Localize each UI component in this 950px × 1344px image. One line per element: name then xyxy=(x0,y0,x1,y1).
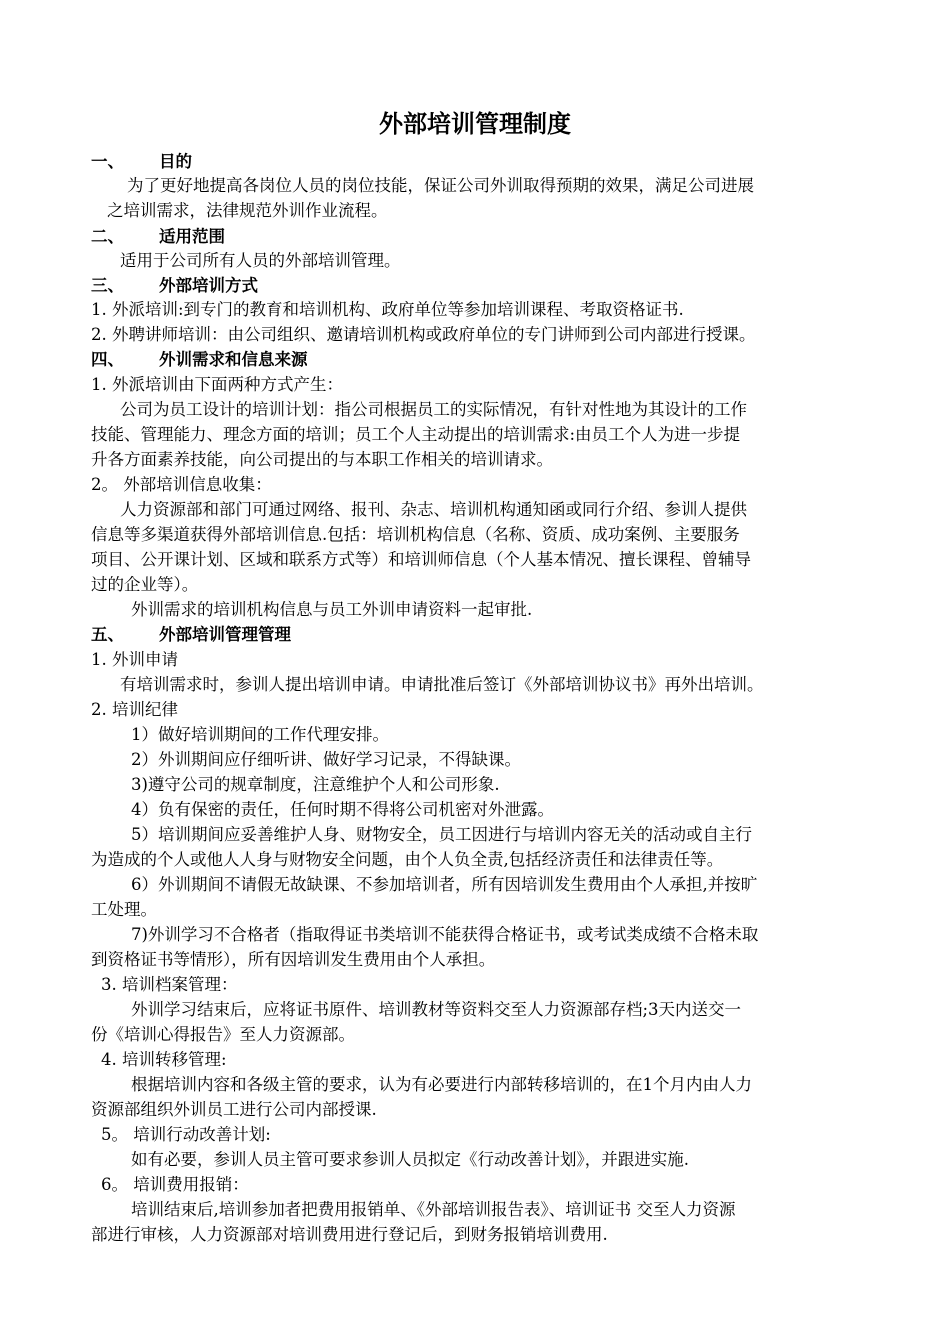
document-title: 外部培训管理制度 xyxy=(379,110,571,138)
paragraph-line: 如有必要，参训人员主管可要求参训人员拟定《行动改善计划》，并跟进实施. xyxy=(131,1150,689,1169)
paragraph-line: 适用于公司所有人员的外部培训管理。 xyxy=(120,251,401,270)
sub-list-item: 3)遵守公司的规章制度，注意维护个人和公司形象. xyxy=(131,775,500,794)
list-item: 2。 外部培训信息收集： xyxy=(91,475,272,494)
paragraph-line: 外训需求的培训机构信息与员工外训申请资料一起审批. xyxy=(131,600,533,619)
sub-list-item: 7)外训学习不合格者（指取得证书类培训不能获得合格证书，或考试类成绩不合格未取 xyxy=(131,925,759,944)
section-title: 外部培训管理管理 xyxy=(159,625,291,644)
list-item: 5。 培训行动改善计划: xyxy=(101,1125,271,1144)
section-heading-management xyxy=(91,623,291,647)
section-number: 四、 xyxy=(91,350,124,369)
list-item: 2. 培训纪律 xyxy=(91,700,178,719)
paragraph-line: 部进行审核，人力资源部对培训费用进行登记后，到财务报销培训费用. xyxy=(91,1225,608,1244)
section-title: 适用范围 xyxy=(159,227,225,246)
section-heading-sources xyxy=(91,348,308,372)
section-number: 五、 xyxy=(91,625,124,644)
paragraph-line: 人力资源部和部门可通过网络、报刊、杂志、培训机构通知函或同行介绍、参训人提供 xyxy=(120,500,747,519)
list-item: 2. 外聘讲师培训：由公司组织、邀请培训机构或政府单位的专门讲师到公司内部进行授课。 xyxy=(91,325,756,344)
list-item: 3. 培训档案管理： xyxy=(101,975,238,994)
section-heading-methods xyxy=(91,274,258,298)
paragraph-line: 工处理。 xyxy=(91,900,157,919)
list-item: 1. 外派培训由下面两种方式产生： xyxy=(91,375,343,394)
section-title: 外训需求和信息来源 xyxy=(159,350,308,369)
sub-list-item: 4）负有保密的责任，任何时期不得将公司机密对外泄露。 xyxy=(131,800,554,819)
paragraph-line: 培训结束后,培训参加者把费用报销单、《外部培训报告表》、培训证书 交至人力资源 xyxy=(131,1200,736,1219)
paragraph-line: 外训学习结束后，应将证书原件、培训教材等资料交至人力资源部存档;3天内送交一 xyxy=(131,1000,742,1019)
paragraph-line: 信息等多渠道获得外部培训信息.包括：培训机构信息（名称、资质、成功案例、主要服务 xyxy=(91,525,740,544)
section-number: 二、 xyxy=(91,227,124,246)
paragraph-line: 公司为员工设计的培训计划：指公司根据员工的实际情况，有针对性地为其设计的工作 xyxy=(120,400,747,419)
paragraph-line: 过的企业等）。 xyxy=(91,575,199,594)
paragraph-line: 有培训需求时，参训人提出培训申请。申请批准后签订《外部培训协议书》再外出培训。 xyxy=(120,675,764,694)
list-item: 4. 培训转移管理: xyxy=(101,1050,227,1069)
section-number: 一、 xyxy=(91,152,124,171)
paragraph-line: 之培训需求，法律规范外训作业流程。 xyxy=(107,201,388,220)
sub-list-item: 6）外训期间不请假无故缺课、不参加培训者，所有因培训发生费用由个人承担,并按旷 xyxy=(131,875,758,894)
paragraph-line: 根据培训内容和各级主管的要求，认为有必要进行内部转移培训的，在1个月内由人力 xyxy=(131,1075,752,1094)
section-title: 目的 xyxy=(159,152,192,171)
paragraph-line: 为了更好地提高各岗位人员的岗位技能，保证公司外训取得预期的效果，满足公司进展 xyxy=(127,176,754,195)
paragraph-line: 份《培训心得报告》至人力资源部。 xyxy=(91,1025,355,1044)
paragraph-line: 升各方面素养技能，向公司提出的与本职工作相关的培训请求。 xyxy=(91,450,553,469)
list-item: 6。 培训费用报销： xyxy=(101,1175,249,1194)
section-title: 外部培训方式 xyxy=(159,276,258,295)
paragraph-line: 项目、公开课计划、区域和联系方式等）和培训师信息（个人基本情况、擅长课程、曾辅导 xyxy=(91,550,751,569)
section-heading-scope xyxy=(91,225,225,249)
paragraph-line: 资源部组织外训员工进行公司内部授课. xyxy=(91,1100,377,1119)
sub-list-item: 2）外训期间应仔细听讲、做好学习记录，不得缺课。 xyxy=(131,750,521,769)
paragraph-line: 技能、管理能力、理念方面的培训；员工个人主动提出的培训需求:由员工个人为进一步提 xyxy=(91,425,741,444)
paragraph-line: 为造成的个人或他人人身与财物安全问题，由个人负全责,包括经济责任和法律责任等。 xyxy=(91,850,724,869)
section-heading-purpose xyxy=(91,150,192,174)
sub-list-item: 1）做好培训期间的工作代理安排。 xyxy=(131,725,389,744)
section-number: 三、 xyxy=(91,276,124,295)
list-item: 1. 外训申请 xyxy=(91,650,178,669)
list-item: 1. 外派培训:到专门的教育和培训机构、政府单位等参加培训课程、考取资格证书. xyxy=(91,300,684,319)
sub-list-item: 5）培训期间应妥善维护人身、财物安全，员工因进行与培训内容无关的活动或自主行 xyxy=(131,825,752,844)
paragraph-line: 到资格证书等情形），所有因培训发生费用由个人承担。 xyxy=(91,950,496,969)
